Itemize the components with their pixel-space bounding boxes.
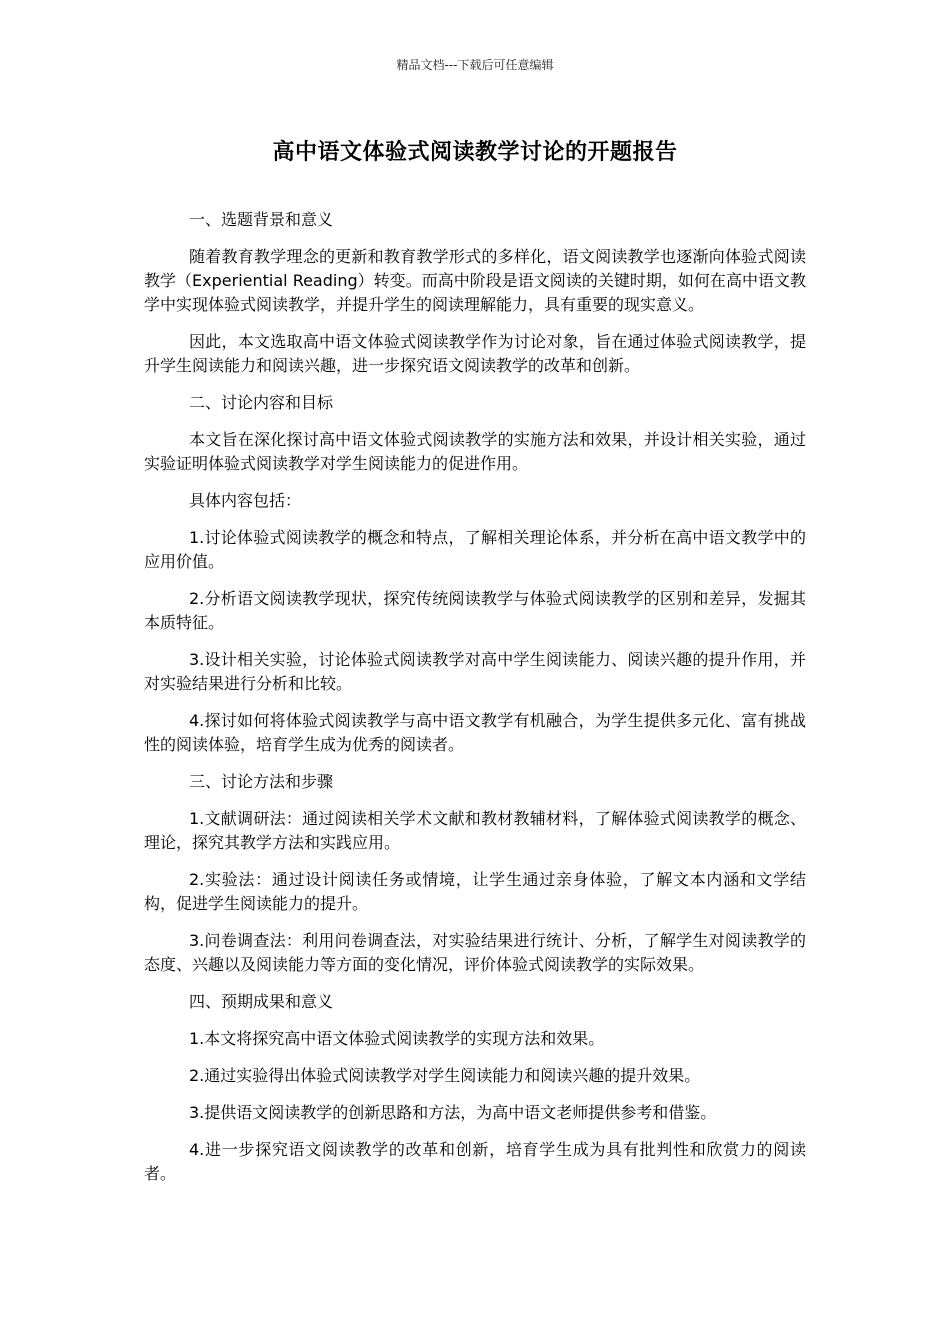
list-item: 2.分析语文阅读教学现状，探究传统阅读教学与体验式阅读教学的区别和差异，发掘其本质特征。 (144, 589, 806, 632)
document-body (144, 208, 806, 1199)
list-item: 1.本文将探究高中语文体验式阅读教学的实现方法和效果。 (189, 1029, 605, 1048)
paragraph: 具体内容包括： (189, 491, 302, 510)
list-item: 4.进一步探究语文阅读教学的改革和创新，培育学生成为具有批判性和欣赏力的阅读者。 (144, 1140, 806, 1183)
section-heading-content-goals: 二、讨论内容和目标 (189, 393, 334, 412)
list-item: 4.探讨如何将体验式阅读教学与高中语文教学有机融合，为学生提供多元化、富有挑战性的阅读体验，培育学生成为优秀的阅读者。 (144, 711, 806, 754)
section-heading-outcomes: 四、预期成果和意义 (189, 992, 334, 1011)
paragraph: 因此，本文选取高中语文体验式阅读教学作为讨论对象，旨在通过体验式阅读教学，提升学生阅读能力和阅读兴趣，进一步探究语文阅读教学的改革和创新。 (144, 332, 806, 375)
list-item: 3.提供语文阅读教学的创新思路和方法，为高中语文老师提供参考和借鉴。 (189, 1103, 717, 1122)
list-item: 1.文献调研法：通过阅读相关学术文献和教材教辅材料，了解体验式阅读教学的概念、理论，探究其教学方法和实践应用。 (144, 809, 806, 852)
list-item: 2.实验法：通过设计阅读任务或情境，让学生通过亲身体验，了解文本内涵和文学结构，促进学生阅读能力的提升。 (144, 870, 806, 913)
document-title: 高中语文体验式阅读教学讨论的开题报告 (272, 140, 678, 165)
paragraph: 本文旨在深化探讨高中语文体验式阅读教学的实施方法和效果，并设计相关实验，通过实验证明体验式阅读教学对学生阅读能力的促进作用。 (144, 430, 806, 473)
page-header-watermark: 精品文档---下载后可任意编辑 (396, 58, 554, 72)
paragraph: 随着教育教学理念的更新和教育教学形式的多样化，语文阅读教学也逐渐向体验式阅读教学（Experiential Reading）转变。而高中阶段是语文阅读的关键时期，如何在高中语文教学中实现体验式阅读教学，并提升学生的阅读理解能力，具有重要的现实意义。 (144, 247, 806, 314)
list-item: 3.问卷调查法：利用问卷调查法，对实验结果进行统计、分析，了解学生对阅读教学的态度、兴趣以及阅读能力等方面的变化情况，评价体验式阅读教学的实际效果。 (144, 931, 806, 974)
list-item: 2.通过实验得出体验式阅读教学对学生阅读能力和阅读兴趣的提升效果。 (189, 1066, 701, 1085)
section-heading-methods: 三、讨论方法和步骤 (189, 772, 334, 791)
list-item: 1.讨论体验式阅读教学的概念和特点，了解相关理论体系，并分析在高中语文教学中的应用价值。 (144, 528, 806, 571)
section-heading-background: 一、选题背景和意义 (189, 210, 334, 229)
list-item: 3.设计相关实验，讨论体验式阅读教学对高中学生阅读能力、阅读兴趣的提升作用，并对实验结果进行分析和比较。 (144, 650, 806, 693)
